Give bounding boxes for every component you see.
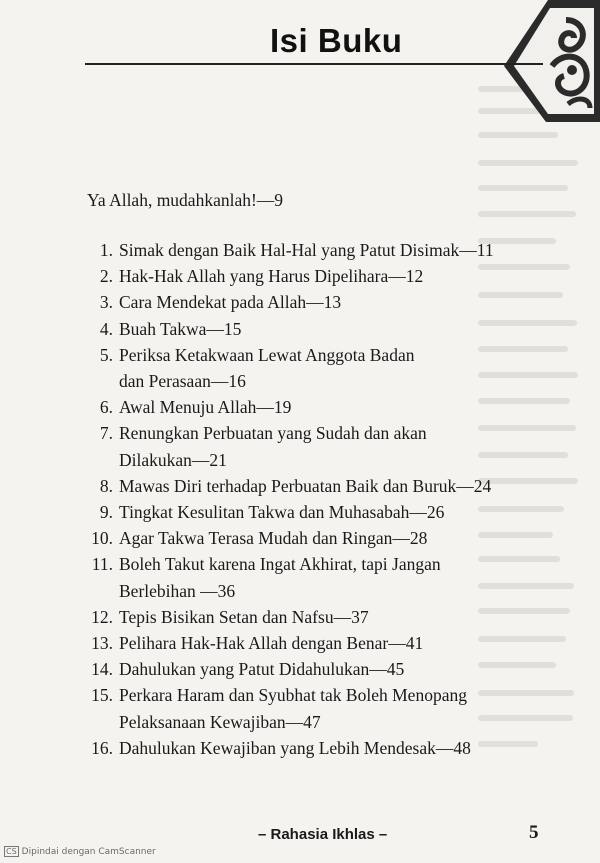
toc-item-number: 3. xyxy=(99,292,113,313)
toc-item-text: Dahulukan Kewajiban yang Lebih Mendesak—48 xyxy=(119,737,471,758)
running-footer: – Rahasia Ikhlas – xyxy=(258,826,388,843)
page-number: 5 xyxy=(529,822,539,843)
toc-item-number: 1. xyxy=(99,240,113,260)
toc-item-number: 13. xyxy=(91,633,113,653)
toc-item-text: dan Perasaan—16 xyxy=(119,371,246,391)
toc-item-text: Pelihara Hak-Hak Allah dengan Benar—41 xyxy=(119,633,424,653)
page-title: Isi Buku xyxy=(270,22,403,59)
toc-item-text: Dahulukan yang Patut Didahulukan—45 xyxy=(119,659,405,680)
toc-item-text: Pelaksanaan Kewajiban—47 xyxy=(119,711,321,732)
toc-item-number: 6. xyxy=(99,397,113,418)
toc-intro: Ya Allah, mudahkanlah!—9 xyxy=(87,190,284,210)
toc-item-text: Simak dengan Baik Hal-Hal yang Patut Disimak—11 xyxy=(119,240,494,260)
toc-item-number: 11. xyxy=(91,554,113,575)
toc-item-number: 4. xyxy=(99,318,113,339)
toc-item-text: Buah Takwa—15 xyxy=(119,318,242,339)
toc-item-number: 7. xyxy=(99,423,113,444)
scanner-watermark xyxy=(4,846,156,857)
toc-item-text: Hak-Hak Allah yang Harus Dipelihara—12 xyxy=(119,266,424,287)
toc-item-text: Tingkat Kesulitan Takwa dan Muhasabah—26 xyxy=(119,502,445,522)
toc-item-number: 16. xyxy=(91,737,113,758)
toc-item-text: Cara Mendekat pada Allah—13 xyxy=(119,292,342,313)
toc-item-text: Agar Takwa Terasa Mudah dan Ringan—28 xyxy=(119,528,428,549)
toc-item-number: 5. xyxy=(99,344,113,365)
toc-item-text: Tepis Bisikan Setan dan Nafsu—37 xyxy=(119,606,369,627)
toc-item-number: 9. xyxy=(99,502,113,522)
toc-item-text: Mawas Diri terhadap Perbuatan Baik dan Buruk—24 xyxy=(119,475,492,496)
toc-item-number: 2. xyxy=(99,266,113,287)
toc-item-text: Boleh Takut karena Ingat Akhirat, tapi Jangan xyxy=(119,554,441,575)
camscanner-icon: CS xyxy=(6,847,17,856)
toc-item-text: Periksa Ketakwaan Lewat Anggota Badan xyxy=(119,344,415,365)
toc-item-text: Berlebihan —36 xyxy=(119,580,236,601)
toc-item-number: 12. xyxy=(91,606,113,627)
toc-item-number: 8. xyxy=(99,475,113,496)
toc-item-number: 15. xyxy=(91,685,113,706)
watermark-text: Dipindai dengan CamScanner xyxy=(21,847,156,857)
toc-item-number: 10. xyxy=(91,528,113,549)
toc-item-text: Awal Menuju Allah—19 xyxy=(119,397,292,418)
toc-item-text: Dilakukan—21 xyxy=(119,449,227,470)
toc-item-text: Renungkan Perbuatan yang Sudah dan akan xyxy=(119,423,427,444)
toc-item-text: Perkara Haram dan Syubhat tak Boleh Menopang xyxy=(119,685,467,706)
toc-item-number: 14. xyxy=(91,659,113,680)
